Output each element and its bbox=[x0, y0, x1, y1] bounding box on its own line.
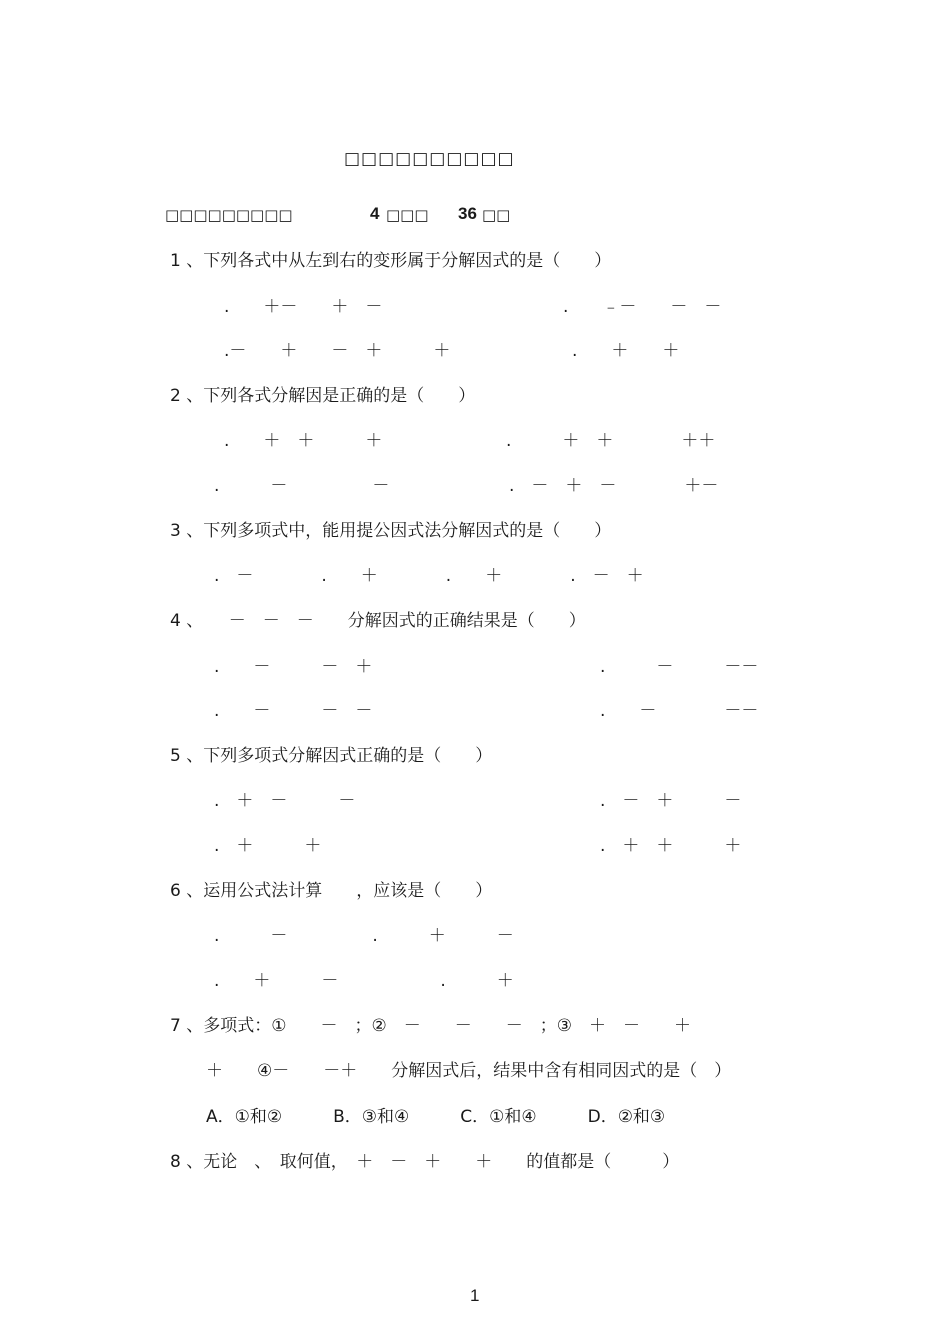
section-total-value: 36 bbox=[458, 204, 477, 223]
question-1-option-a: . ＋－ ＋ － bbox=[224, 297, 383, 317]
section-heading: □□□□□□□□□ bbox=[165, 206, 293, 224]
question-1-stem: 1 、下列各式中从左到右的变形属于分解因式的是（ ） bbox=[170, 251, 612, 271]
question-5-option-d: . ＋ ＋ ＋ bbox=[600, 836, 742, 856]
question-1-option-d: . ＋ ＋ bbox=[572, 341, 680, 361]
page-title: □□□□□□□□□□ bbox=[344, 149, 515, 169]
question-4-option-d: . － －－ bbox=[600, 701, 759, 721]
question-1-option-b: . ﹣－ － － bbox=[563, 297, 722, 317]
question-5-option-c: . ＋ ＋ bbox=[214, 836, 322, 856]
question-1-option-c: .－ ＋ － ＋ ＋ bbox=[224, 341, 451, 361]
question-8-stem: 8 、无论 、 取何值， ＋ － ＋ ＋ 的值都是（ ） bbox=[170, 1152, 680, 1172]
question-5-option-a: . ＋ － － bbox=[214, 791, 356, 811]
question-5-stem: 5 、下列多项式分解因式正确的是（ ） bbox=[170, 746, 493, 766]
section-score-value: 4 bbox=[370, 204, 380, 223]
question-6-stem: 6 、运用公式法计算 ，应该是（ ） bbox=[170, 881, 493, 901]
question-2-stem: 2 、下列各式分解因是正确的是（ ） bbox=[170, 386, 476, 406]
page-number: 1 bbox=[470, 1286, 480, 1305]
question-2-option-c: . － － bbox=[214, 476, 390, 496]
question-6-options-row-2: . ＋ － . ＋ bbox=[214, 971, 514, 991]
question-4-option-b: . － －－ bbox=[600, 657, 759, 677]
section-score-suffix: □□□ bbox=[386, 206, 429, 224]
question-3-stem: 3 、下列多项式中，能用提公因式法分解因式的是（ ） bbox=[170, 521, 612, 541]
question-2-option-a: . ＋ ＋ ＋ bbox=[224, 431, 383, 451]
question-3-options: . － . ＋ . ＋ . － ＋ bbox=[214, 566, 644, 586]
question-7-options: A．①和② B．③和④ C．①和④ D．②和③ bbox=[206, 1107, 666, 1127]
question-4-option-a: . － － ＋ bbox=[214, 657, 373, 677]
question-5-option-b: . － ＋ － bbox=[600, 791, 742, 811]
question-7-stem: 7 、多项式：① － ；② － － － ；③ ＋ － ＋ bbox=[170, 1016, 691, 1036]
question-2-option-b: . ＋ ＋ ＋＋ bbox=[506, 431, 716, 451]
question-6-options-row-1: . － . ＋ － bbox=[214, 926, 514, 946]
question-4-stem: 4 、 － － － 分解因式的正确结果是（ ） bbox=[170, 611, 586, 631]
question-2-option-d: . － ＋ － ＋－ bbox=[509, 476, 719, 496]
question-7-stem-continued: ＋ ④－ －＋ 分解因式后，结果中含有相同因式的是（ ） bbox=[206, 1061, 732, 1081]
section-total-suffix: □□ bbox=[482, 206, 511, 224]
question-4-option-c: . － － － bbox=[214, 701, 373, 721]
